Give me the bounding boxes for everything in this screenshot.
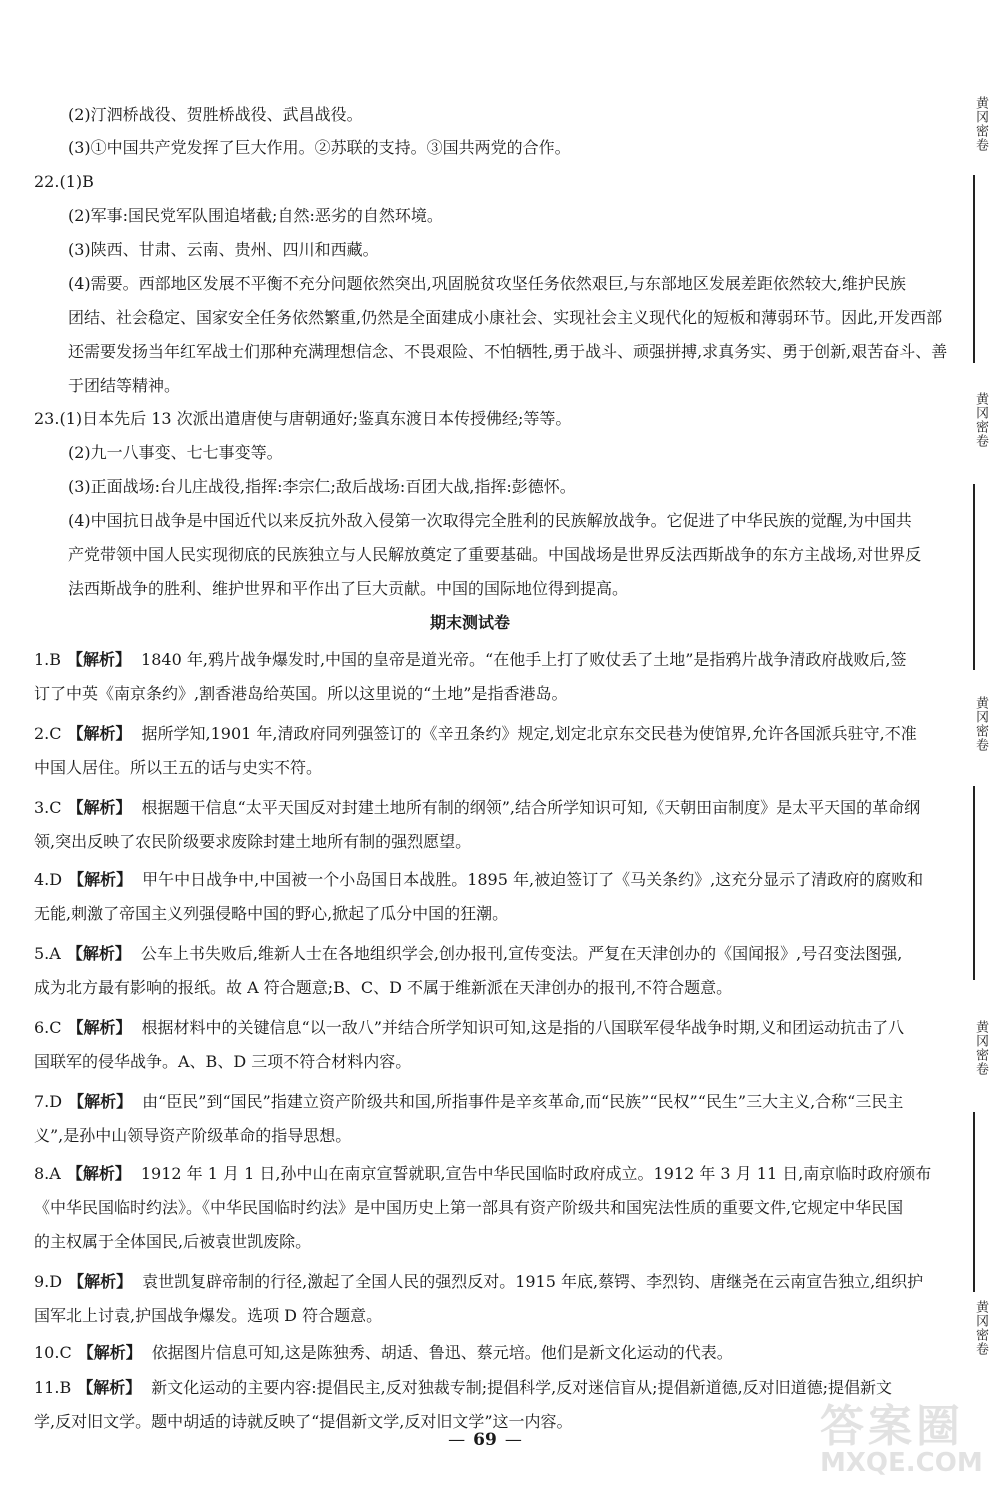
answer-item — [0, 861, 924, 899]
answer-continuation — [0, 895, 900, 933]
text-line: 还需要发扬当年红军战士们那种充满理想信念、不畏艰险、不怕牺牲,勇于战斗、顽强拼搏,求真务实、勇于创新,艰苦奋斗、善 — [68, 342, 948, 361]
answer-number: 11.B — [34, 1378, 72, 1397]
analysis-tag: 【解析】 — [77, 1378, 142, 1397]
watermark-logo — [780, 1390, 995, 1480]
answer-text: 国联军的侵华战争。A、B、D 三项不符合材料内容。 — [34, 1052, 412, 1071]
answer-number: 9.D — [34, 1272, 63, 1291]
answer-text: 据所学知,1901 年,清政府同列强签订的《辛丑条约》规定,划定北京东交民巷为使馆界,允许各国派兵驻守,不准 — [141, 724, 917, 743]
answer-continuation — [0, 749, 900, 787]
answer-number: 1.B — [34, 650, 62, 669]
analysis-tag: 【解析】 — [66, 944, 131, 963]
answer-text: 新文化运动的主要内容:提倡民主,反对独裁专制;提倡科学,反对迷信盲从;提倡新道德,反对旧道德;提倡新文 — [151, 1378, 893, 1397]
page-dash: — — [448, 1430, 466, 1450]
answer-item — [0, 935, 903, 973]
answer-text: 《中华民国临时约法》。《中华民国临时约法》是中国历史上第一部具有资产阶级共和国宪法性质的重要文件,它规定中华民国 — [34, 1198, 904, 1217]
answer-continuation — [0, 1117, 900, 1155]
analysis-tag: 【解析】 — [68, 1092, 133, 1111]
sidebar-label: 黄冈密卷 — [973, 96, 988, 152]
sidebar-label: 黄冈密卷 — [973, 392, 988, 448]
text-line: (3)①中国共产党发挥了巨大作用。②苏联的支持。③国共两党的合作。 — [68, 138, 571, 157]
answer-text: 1912 年 1 月 1 日,孙中山在南京宣誓就职,宣告中华民国临时政府成立。1912 年 3 月 11 日,南京临时政府颁布 — [140, 1164, 932, 1183]
text-line: 产党带领中国人民实现彻底的民族独立与人民解放奠定了重要基础。中国战场是世界反法西斯战争的东方主战场,对世界反 — [68, 545, 922, 564]
sidebar-label: 黄冈密卷 — [973, 1020, 988, 1076]
answer-text: 学,反对旧文学。题中胡适的诗就反映了“提倡新文学,反对旧文学”这一内容。 — [34, 1412, 573, 1431]
analysis-tag: 【解析】 — [67, 798, 132, 817]
page-number-value: 69 — [473, 1430, 497, 1450]
text-line: (3)陕西、甘肃、云南、贵州、四川和西藏。 — [68, 240, 379, 259]
answer-item — [0, 789, 921, 827]
analysis-tag: 【解析】 — [67, 1018, 132, 1037]
page-dash: — — [504, 1430, 522, 1450]
text-line: (4)需要。西部地区发展不平衡不充分问题依然突出,巩固脱贫攻坚任务依然艰巨,与东部地区发展差距依然较大,维护民族 — [68, 274, 906, 293]
text-line: 23.(1)日本先后 13 次派出遣唐使与唐朝通好;鉴真东渡日本传授佛经;等等。 — [34, 409, 572, 428]
answer-number: 5.A — [34, 944, 61, 963]
answer-item — [0, 1369, 900, 1407]
text-line: 团结、社会稳定、国家安全任务依然繁重,仍然是全面建成小康社会、实现社会主义现代化的短板和薄弱环节。因此,开发西部 — [68, 308, 943, 327]
analysis-tag: 【解析】 — [77, 1343, 142, 1362]
answer-item — [0, 1334, 900, 1372]
answer-text: 根据题干信息“太平天国反对封建土地所有制的纲领”,结合所学知识可知,《天朝田亩制度》是太平天国的革命纲 — [141, 798, 921, 817]
text-line: 于团结等精神。 — [68, 376, 181, 395]
answer-text: 国军北上讨袁,护国战争爆发。选项 D 符合题意。 — [34, 1306, 383, 1325]
answer-number: 7.D — [34, 1092, 63, 1111]
text-line: (3)正面战场:台儿庄战役,指挥:李宗仁;敌后战场:百团大战,指挥:彭德怀。 — [68, 477, 576, 496]
answer-item — [0, 1155, 932, 1193]
text-line: (4)中国抗日战争是中国近代以来反抗外敌入侵第一次取得完全胜利的民族解放战争。它促进了中华民族的觉醒,为中国共 — [68, 511, 912, 530]
answer-item — [0, 1009, 905, 1047]
text-line: 法西斯战争的胜利、维护世界和平作出了巨大贡献。中国的国际地位得到提高。 — [68, 579, 629, 598]
answer-text: 甲午中日战争中,中国被一个小岛国日本战胜。1895 年,被迫签订了《马关条约》,这充分显示了清政府的腐败和 — [142, 870, 924, 889]
watermark-text: 答案圈 — [820, 1401, 964, 1452]
answer-text: 根据材料中的关键信息“以一敌八”并结合所学知识可知,这是指的八国联军侵华战争时期,义和团运动抗击了八 — [141, 1018, 905, 1037]
answer-text: 领,突出反映了农民阶级要求废除封建土地所有制的强烈愿望。 — [34, 832, 472, 851]
answer-number: 6.C — [34, 1018, 62, 1037]
answer-item — [0, 1083, 904, 1121]
side-margin — [955, 0, 995, 1487]
answer-continuation — [0, 823, 900, 861]
answer-continuation — [0, 675, 900, 713]
answer-text: 义”,是孙中山领导资产阶级革命的指导思想。 — [34, 1126, 352, 1145]
text-line: (2)九一八事变、七七事变等。 — [68, 443, 283, 462]
analysis-tag: 【解析】 — [67, 724, 132, 743]
answer-text: 成为北方最有影响的报纸。故 A 符合题意;B、C、D 不属于维新派在天津创办的报刊,不符合题意。 — [34, 978, 733, 997]
answer-continuation — [0, 1297, 900, 1335]
answer-number: 3.C — [34, 798, 62, 817]
side-divider — [973, 786, 975, 980]
answer-text: 无能,刺激了帝国主义列强侵略中国的野心,掀起了瓜分中国的狂潮。 — [34, 904, 509, 923]
answer-number: 4.D — [34, 870, 63, 889]
text-line: 22.(1)B — [34, 172, 94, 191]
text-line: (2)军事:国民党军队围追堵截;自然:恶劣的自然环境。 — [68, 206, 443, 225]
answer-text: 订了中英《南京条约》,割香港岛给英国。所以这里说的“土地”是指香港岛。 — [34, 684, 568, 703]
answer-text: 的主权属于全体国民,后被袁世凯废除。 — [34, 1232, 312, 1251]
answer-text: 公车上书失败后,维新人士在各地组织学会,创办报刊,宣传变法。严复在天津创办的《国闻报》,号召变法图强, — [140, 944, 903, 963]
answer-item — [0, 1263, 924, 1301]
sidebar-label: 黄冈密卷 — [973, 1300, 988, 1356]
side-divider — [973, 175, 975, 363]
answer-number: 2.C — [34, 724, 62, 743]
answer-continuation — [0, 1189, 904, 1227]
side-divider — [973, 1112, 975, 1292]
answer-text: 由“臣民”到“国民”指建立资产阶级共和国,所指事件是辛亥革命,而“民族”“民权”“民生”三大主义,合称“三民主 — [142, 1092, 904, 1111]
analysis-tag: 【解析】 — [68, 870, 133, 889]
answer-item — [0, 715, 917, 753]
answer-text: 中国人居住。所以王五的话与史实不符。 — [34, 758, 323, 777]
analysis-tag: 【解析】 — [68, 1272, 133, 1291]
answer-item — [0, 641, 907, 679]
side-divider — [973, 484, 975, 670]
answer-number: 10.C — [34, 1343, 72, 1362]
answer-text: 1840 年,鸦片战争爆发时,中国的皇帝是道光帝。“在他手上打了败仗丢了土地”是指鸦片战争清政府战败后,签 — [141, 650, 907, 669]
analysis-tag: 【解析】 — [67, 650, 132, 669]
section-title: 期末测试卷 — [429, 613, 510, 632]
answer-continuation — [0, 969, 900, 1007]
watermark-url: MXQE.COM — [820, 1448, 983, 1478]
answer-number: 8.A — [34, 1164, 61, 1183]
answer-text: 袁世凯复辟帝制的行径,激起了全国人民的强烈反对。1915 年底,蔡锷、李烈钧、唐继尧在云南宣告独立,组织护 — [142, 1272, 924, 1291]
analysis-tag: 【解析】 — [66, 1164, 131, 1183]
answer-continuation — [0, 1043, 900, 1081]
answer-text: 依据图片信息可知,这是陈独秀、胡适、鲁迅、蔡元培。他们是新文化运动的代表。 — [151, 1343, 733, 1362]
sidebar-label: 黄冈密卷 — [973, 696, 988, 752]
text-line: (2)汀泗桥战役、贺胜桥战役、武昌战役。 — [68, 105, 363, 124]
answer-continuation — [0, 1223, 900, 1261]
